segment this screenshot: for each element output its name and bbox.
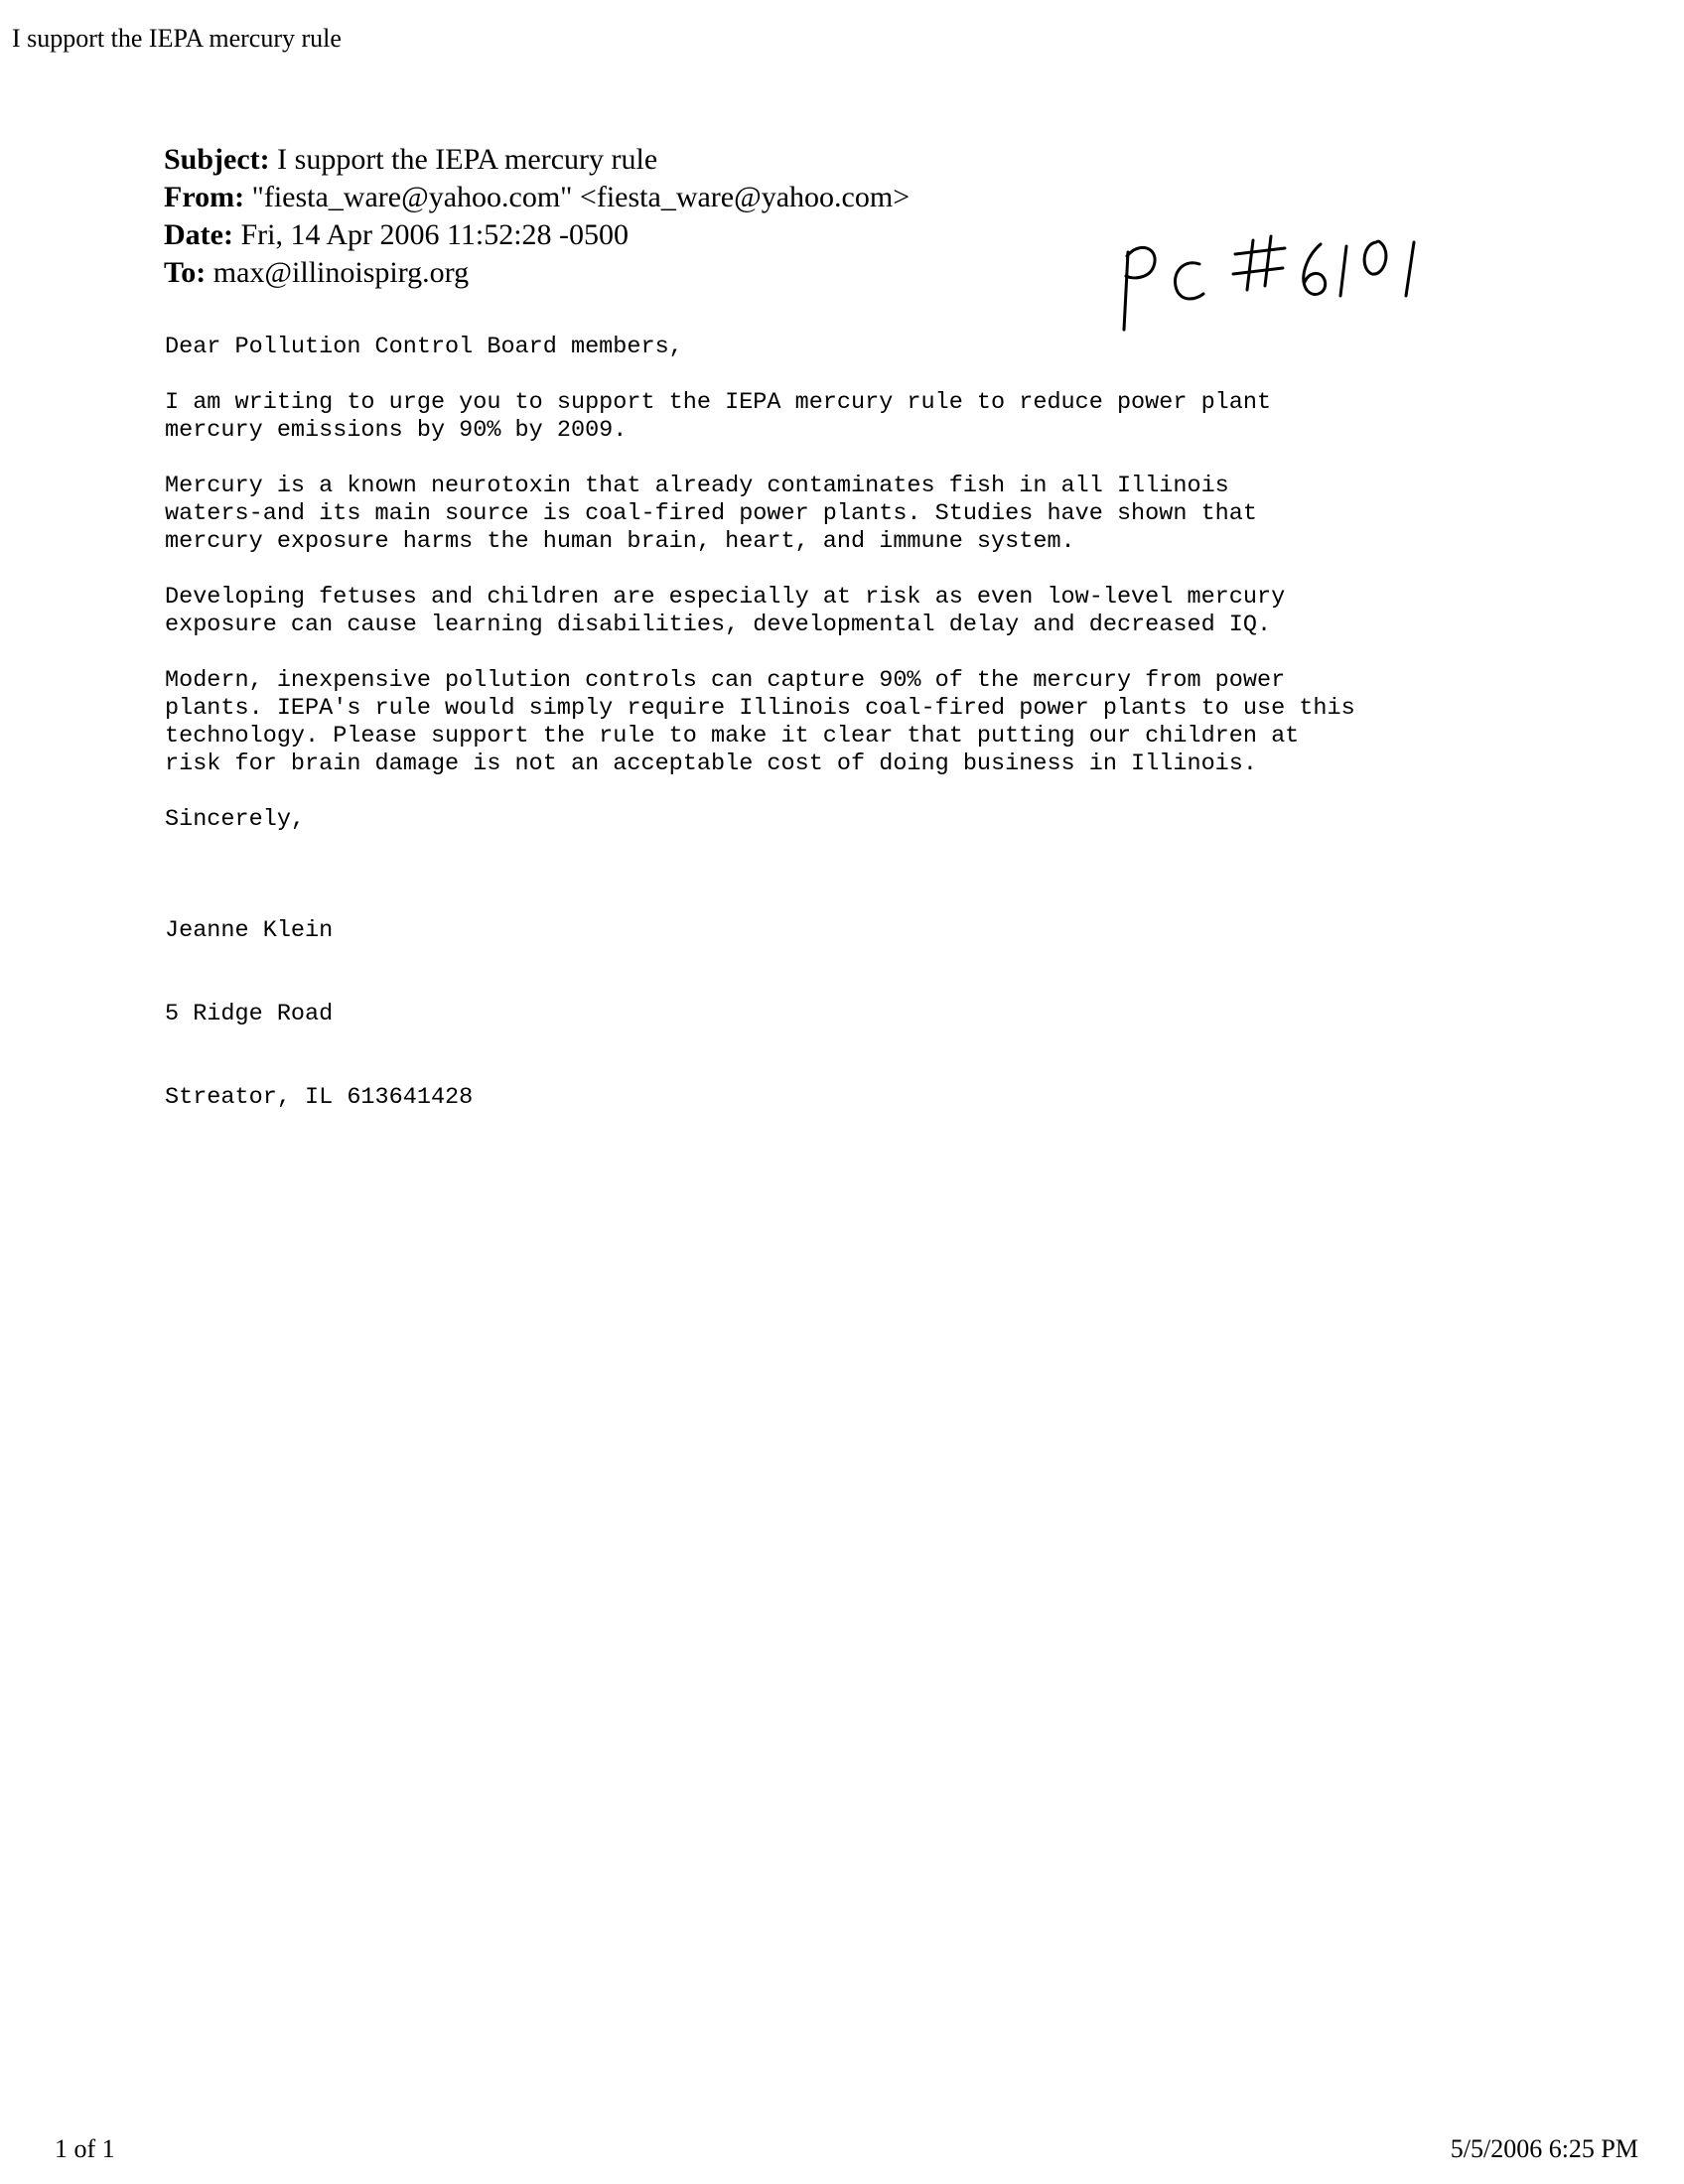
to-row	[164, 254, 910, 292]
subject-label: Subject:	[164, 143, 270, 176]
to-value: max@illinoispirg.org	[212, 256, 470, 289]
salutation: Dear Pollution Control Board members,	[165, 334, 683, 360]
handwritten-pc-number-mark	[1112, 230, 1430, 340]
from-row	[164, 179, 910, 216]
print-header-title: I support the IEPA mercury rule	[12, 24, 342, 53]
closing: Sincerely,	[165, 806, 306, 833]
body-paragraph-1: I am writing to urge you to support the IEPA mercury rule to reduce power plant mercury emissions by 90% by 2009.	[165, 389, 1272, 444]
signature-street: 5 Ridge Road	[165, 1001, 334, 1027]
date-row	[164, 216, 910, 254]
date-value: Fri, 14 Apr 2006 11:52:28 -0500	[240, 218, 630, 251]
signature-block	[165, 862, 1595, 1167]
from-label: From:	[164, 181, 245, 213]
email-body	[165, 334, 1595, 1195]
from-value: "fiesta_ware@yahoo.com" <fiesta_ware@yahoo.com>	[251, 181, 911, 213]
footer-page-count: 1 of 1	[55, 2134, 115, 2163]
date-label: Date:	[164, 218, 233, 251]
footer-printed-timestamp: 5/5/2006 6:25 PM	[1450, 2134, 1638, 2163]
to-label: To:	[164, 256, 207, 289]
body-paragraph-4: Modern, inexpensive pollution controls can capture 90% of the mercury from power plants. IEPA's rule would simply require Illinois coal-fired power plants to use this technology. Please support the rule to make it clear that putting our children at risk for brain damage is not an acceptable cost of doing business in Illinois.	[165, 667, 1355, 777]
email-headers	[164, 141, 910, 292]
body-paragraph-3: Developing fetuses and children are especially at risk as even low-level mercury exposure can cause learning disabilities, developmental delay and decreased IQ.	[165, 584, 1286, 638]
subject-row	[164, 141, 910, 179]
signature-city-line: Streator, IL 613641428	[165, 1084, 474, 1111]
signature-name: Jeanne Klein	[165, 917, 334, 944]
subject-value: I support the IEPA mercury rule	[277, 143, 658, 176]
body-paragraph-2: Mercury is a known neurotoxin that already contaminates fish in all Illinois waters-and its main source is coal-fired power plants. Studies have shown that mercury exposure harms the human brain, heart, and immune system.	[165, 473, 1257, 555]
